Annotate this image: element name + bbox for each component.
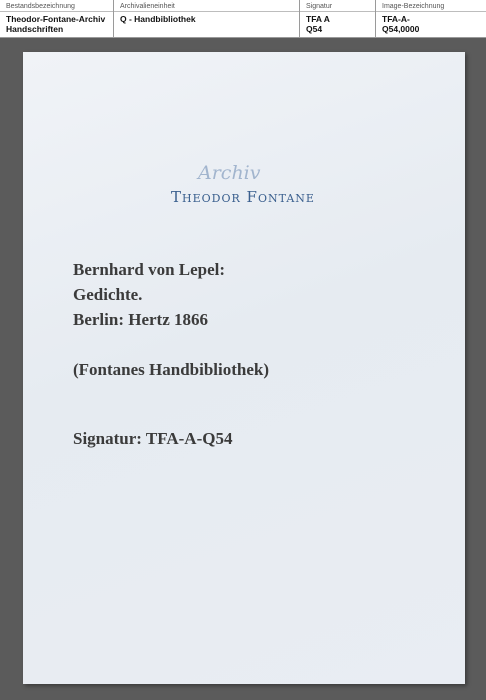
- header-value: TFA A: [306, 14, 330, 24]
- header-label: Bestandsbezeichnung: [0, 2, 113, 12]
- scanned-page: [23, 52, 465, 684]
- header-value: TFA-A-: [382, 14, 410, 24]
- header-label: Image-Bezeichnung: [376, 2, 486, 12]
- header-column-signatur: [300, 0, 376, 37]
- text-author: Bernhard von Lepel:: [73, 260, 226, 279]
- header-value: Q54,0000: [382, 24, 420, 34]
- header-value: Q - Handbibliothek: [120, 14, 196, 24]
- text-signatur: Signatur: TFA-A-Q54: [73, 429, 233, 448]
- header-column-image-bezeichnung: [376, 0, 486, 37]
- metadata-header: [0, 0, 486, 38]
- stamp-archiv: Archiv: [198, 162, 261, 184]
- header-label: Archivalieneinheit: [114, 2, 299, 12]
- header-value: Theodor-Fontane-Archiv: [6, 14, 106, 24]
- stamp-theodor-fontane: Theodor Fontane: [171, 188, 315, 206]
- text-title: Gedichte.: [73, 285, 143, 304]
- header-label: Signatur: [300, 2, 375, 12]
- text-publisher: Berlin: Hertz 1866: [73, 310, 209, 329]
- header-value: Q54: [306, 24, 323, 34]
- header-column-archivalieneinheit: [114, 0, 300, 37]
- header-value: Handschriften: [6, 24, 64, 34]
- text-collection: (Fontanes Handbibliothek): [73, 360, 270, 379]
- header-column-bestand: [0, 0, 114, 37]
